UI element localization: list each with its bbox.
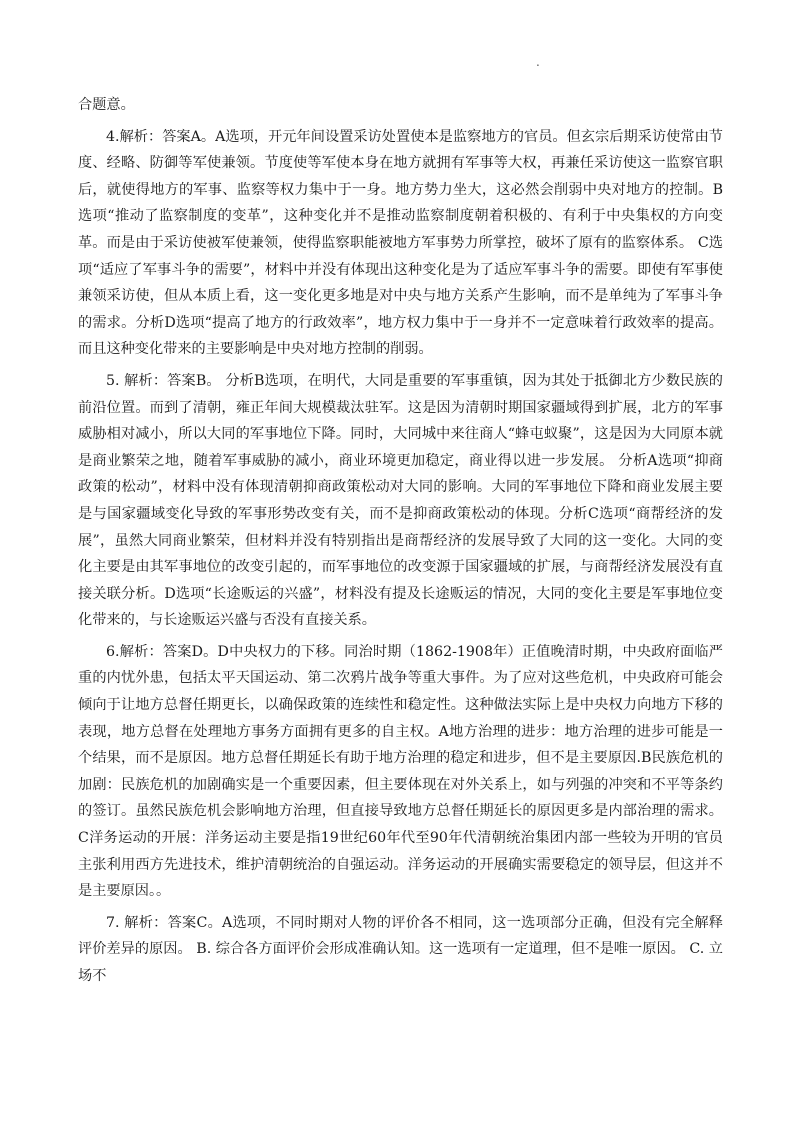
document-body <box>78 92 723 995</box>
header-mark: . <box>536 55 540 69</box>
paragraph-answer-5: 5. 解析：答案B。 分析B选项，在明代，大同是重要的军事重镇，因为其处于抵御北方少数民族的前沿位置。而到了清朝，雍正年间大规模裁汰驻军。这是因为清朝时期国家疆域得到扩展，北方的军事威胁相对减小，所以大同的军事地位下降。同时，大同城中来往商人“蜂屯蚁聚”，这是因为大同原本就是商业繁荣之地，随着军事威胁的减小，商业环境更加稳定，商业得以进一步发展。 分析A选项“抑商政策的松动”，材料中没有体现清朝抑商政策松动对大同的影响。大同的军事地位下降和商业发展主要是与国家疆域变化导致的军事形势改变有关，而不是抑商政策松动的体现。分析C选项“商帮经济的发展”，虽然大同商业繁荣，但材料并没有特别指出是商帮经济的发展导致了大同的这一变化。大同的变化主要是由其军事地位的改变引起的，而军事地位的改变源于国家疆域的扩展，与商帮经济发展没有直接关联分析。D选项“长途贩运的兴盛”，材料没有提及长途贩运的情况，大同的变化主要是军事地位变化带来的，与长途贩运兴盛与否没有直接关系。 <box>78 372 723 629</box>
paragraph-continuation: 合题意。 <box>78 97 135 113</box>
paragraph-answer-7: 7. 解析：答案C。A选项，不同时期对人物的评价各不相同，这一选项部分正确，但没有完全解释评价差异的原因。 B. 综合各方面评价会形成准确认知。这一选项有一定道理，但不是唯一原因。 C. 立场不 <box>78 914 723 984</box>
paragraph-answer-6: 6.解析：答案D。D中央权力的下移。同治时期（1862-1908年）正值晚清时期，中央政府面临严重的内忧外患，包括太平天国运动、第二次鸦片战争等重大事件。为了应对这些危机，中央政府可能会倾向于让地方总督任期更长，以确保政策的连续性和稳定性。这种做法实际上是中央权力向地方下移的表现，地方总督在处理地方事务方面拥有更多的自主权。A地方治理的进步：地方治理的进步可能是一个结果，而不是原因。地方总督任期延长有助于地方治理的稳定和进步，但不是主要原因.B民族危机的加剧：民族危机的加剧确实是一个重要因素，但主要体现在对外关系上，如与列强的冲突和不平等条约的签订。虽然民族危机会影响地方治理，但直接导致地方总督任期延长的原因更多是内部治理的需求。C洋务运动的开展：洋务运动主要是指19世纪60年代至90年代清朝统治集团内部一些较为开明的官员主张利用西方先进技术，维护清朝统治的自强运动。洋务运动的开展确实需要稳定的领导层，但这并不是主要原因。。 <box>78 643 723 900</box>
paragraph-answer-4: 4.解析：答案A。A选项，开元年间设置采访处置使本是监察地方的官员。但玄宗后期采访使常由节度、经略、防御等军使兼领。节度使等军使本身在地方就拥有军事等大权，再兼任采访使这一监察官职后，就使得地方的军事、监察等权力集中于一身。地方势力坐大，这必然会削弱中央对地方的控制。B选项“推动了监察制度的变革”，这种变化并不是推动监察制度朝着积极的、有利于中央集权的方向变革。而是由于采访使被军使兼领，使得监察职能被地方军事势力所掌控，破坏了原有的监察体系。 C选项“适应了军事斗争的需要”，材料中并没有体现出这种变化是为了适应军事斗争的需要。即使有军事使兼领采访使，但从本质上看，这一变化更多地是对中央与地方关系产生影响，而不是单纯为了军事斗争的需求。分析D选项“提高了地方的行政效率”，地方权力集中于一身并不一定意味着行政效率的提高。而且这种变化带来的主要影响是中央对地方控制的削弱。 <box>78 128 723 358</box>
